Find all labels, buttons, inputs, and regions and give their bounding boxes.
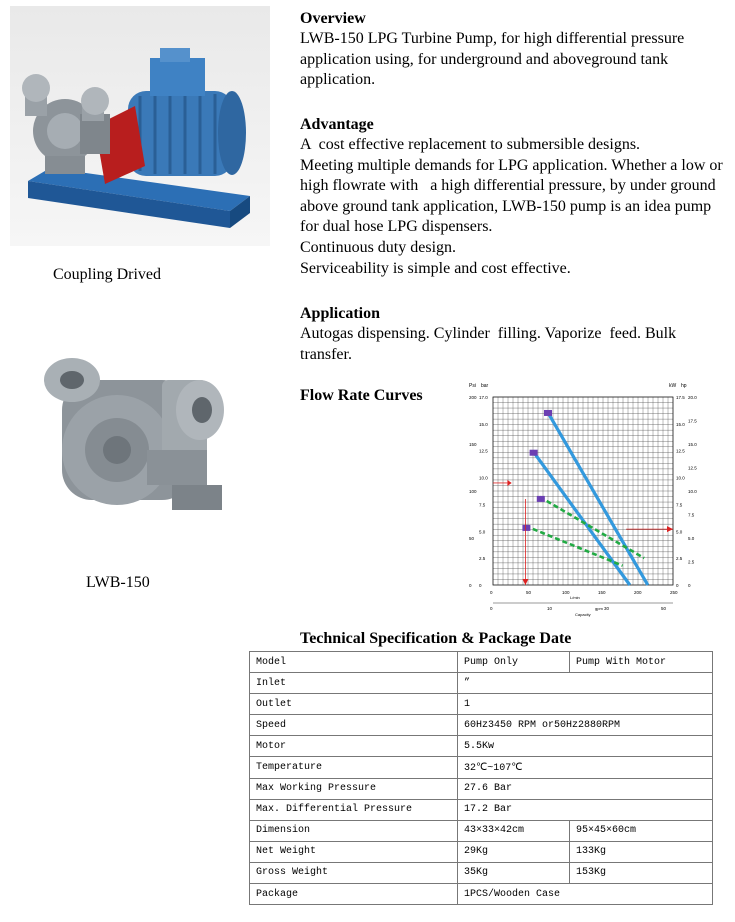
spec-row xyxy=(250,715,713,736)
psi-tick: 100 xyxy=(469,489,477,494)
curve-label-marker xyxy=(530,450,538,456)
spec-header-row xyxy=(250,652,713,673)
gpm-axis-label: gpm xyxy=(595,606,603,611)
spec-label: Model xyxy=(250,652,458,673)
curve-label-marker xyxy=(544,410,552,416)
spec-row xyxy=(250,673,713,694)
application-heading: Application xyxy=(300,305,381,322)
spec-label: Inlet xyxy=(250,673,458,694)
spec-value: 60Hz3450 RPM or50Hz2880RPM xyxy=(458,715,713,736)
hp-axis-label: hp xyxy=(681,383,687,389)
spec-value-motor: Pump With Motor xyxy=(570,652,713,673)
kw-tick: 12.5 xyxy=(676,448,685,454)
lpm-tick: 200 xyxy=(634,590,642,595)
lpm-tick: 100 xyxy=(562,590,570,595)
advantage-heading: Advantage xyxy=(300,116,374,133)
spec-label: Max. Differential Pressure xyxy=(250,799,458,820)
bar-tick: 2.5 xyxy=(479,556,486,562)
gpm-tick: 50 xyxy=(661,606,667,611)
spec-table xyxy=(249,651,713,905)
spec-value: ” xyxy=(458,673,713,694)
spec-value: 32℃~107℃ xyxy=(458,757,713,778)
spec-label: Outlet xyxy=(250,694,458,715)
hp-tick: 15.0 xyxy=(688,442,697,447)
psi-tick: 150 xyxy=(469,442,477,447)
lpm-axis-label: L/min xyxy=(570,595,580,600)
spec-row xyxy=(250,778,713,799)
kw-tick: 10.0 xyxy=(676,475,685,481)
hp-tick: 7.5 xyxy=(688,512,695,518)
kw-tick: 7.5 xyxy=(676,502,683,508)
kw-tick: 0 xyxy=(676,583,679,588)
hp-tick: 5.0 xyxy=(688,536,695,541)
kw-axis-label: kW xyxy=(669,383,677,389)
spec-row xyxy=(250,820,713,841)
kw-tick: 15.0 xyxy=(676,421,685,427)
bar-tick: 0 xyxy=(479,583,482,588)
kw-tick: 2.5 xyxy=(676,556,683,562)
hp-tick: 17.5 xyxy=(688,418,697,424)
spec-row xyxy=(250,862,713,883)
gpm-tick: 0 xyxy=(490,606,493,611)
application-section xyxy=(300,304,725,365)
capacity-axis-label: Capacity xyxy=(575,612,591,617)
hp-tick: 2.5 xyxy=(688,559,695,565)
spec-label: Net Weight xyxy=(250,841,458,862)
bar-tick: 17.0 xyxy=(479,395,488,400)
spec-value-motor: 133Kg xyxy=(570,841,713,862)
spec-label: Speed xyxy=(250,715,458,736)
lwb-150-pump-image xyxy=(22,340,232,555)
application-text: Autogas dispensing. Cylinder filling. Vaporize feed. Bulk transfer. xyxy=(300,325,681,363)
spec-label: Motor xyxy=(250,736,458,757)
curve-label-marker xyxy=(522,525,530,531)
spec-value-motor: 95×45×60cm xyxy=(570,820,713,841)
spec-label: Max Working Pressure xyxy=(250,778,458,799)
lpm-tick: 150 xyxy=(598,590,606,595)
bar-tick: 15.0 xyxy=(479,421,488,427)
spec-row xyxy=(250,757,713,778)
spec-row xyxy=(250,884,713,905)
reference-arrow xyxy=(522,579,528,585)
lpm-tick: 250 xyxy=(670,590,678,595)
overview-section xyxy=(300,9,725,91)
reference-arrow xyxy=(507,480,511,486)
flow-rate-curves-heading: Flow Rate Curves xyxy=(300,387,423,404)
lpm-tick: 50 xyxy=(526,590,532,595)
bar-axis-label: bar xyxy=(481,383,489,389)
psi-tick: 200 xyxy=(469,395,477,400)
bar-tick: 7.5 xyxy=(479,502,486,508)
bar-tick: 10.0 xyxy=(479,475,488,481)
psi-tick: 50 xyxy=(469,536,475,541)
spec-value: 27.6 Bar xyxy=(458,778,713,799)
advantage-text: A cost effective replacement to submersible designs. Meeting multiple demands for LPG application. Whether a low or high flowrate with a high differential pressure, by under ground above ground tank application, LWB-150 pump is an idea pump for dual hose LPG dispensers. Continuous duty design. Serviceability is simple and cost effective. xyxy=(300,136,723,277)
spec-value: 43×33×42cm xyxy=(458,820,570,841)
spec-value-motor: 153Kg xyxy=(570,862,713,883)
kw-tick: 17.5 xyxy=(676,395,685,400)
lpm-tick: 0 xyxy=(490,590,493,595)
spec-value: 17.2 Bar xyxy=(458,799,713,820)
coupling-drived-pump-image xyxy=(10,6,270,246)
overview-heading: Overview xyxy=(300,10,366,27)
bar-tick: 5.0 xyxy=(479,529,486,535)
spec-value: 5.5Kw xyxy=(458,736,713,757)
spec-row xyxy=(250,841,713,862)
lwb-150-caption: LWB-150 xyxy=(86,574,150,591)
bar-tick: 12.5 xyxy=(479,448,488,454)
hp-tick: 0 xyxy=(688,583,691,588)
curve-label-marker xyxy=(537,496,545,502)
flow-rate-chart xyxy=(455,375,695,625)
spec-row xyxy=(250,694,713,715)
gpm-tick: 10 xyxy=(547,606,553,611)
advantage-section xyxy=(300,115,725,279)
coupling-drived-caption: Coupling Drived xyxy=(53,266,161,283)
spec-value: 29Kg xyxy=(458,841,570,862)
kw-tick: 5.0 xyxy=(676,529,683,535)
pressure-curve xyxy=(547,411,648,585)
spec-value: 35Kg xyxy=(458,862,570,883)
spec-value: Pump Only xyxy=(458,652,570,673)
hp-tick: 10.0 xyxy=(688,489,697,494)
reference-arrow xyxy=(667,526,673,532)
spec-value: 1 xyxy=(458,694,713,715)
hp-tick: 12.5 xyxy=(688,465,697,471)
spec-label: Dimension xyxy=(250,820,458,841)
spec-label: Gross Weight xyxy=(250,862,458,883)
spec-label: Temperature xyxy=(250,757,458,778)
hp-tick: 20.0 xyxy=(688,395,697,400)
spec-label: Package xyxy=(250,884,458,905)
psi-tick: 0 xyxy=(469,583,472,588)
spec-row xyxy=(250,736,713,757)
spec-row xyxy=(250,799,713,820)
spec-title: Technical Specification & Package Date xyxy=(300,630,572,647)
gpm-tick: 30 xyxy=(604,606,610,611)
overview-text: LWB-150 LPG Turbine Pump, for high differential pressure application using, for underground and aboveground tank application. xyxy=(300,30,689,89)
psi-axis-label: Psi xyxy=(469,383,476,389)
spec-value: 1PCS/Wooden Case xyxy=(458,884,713,905)
